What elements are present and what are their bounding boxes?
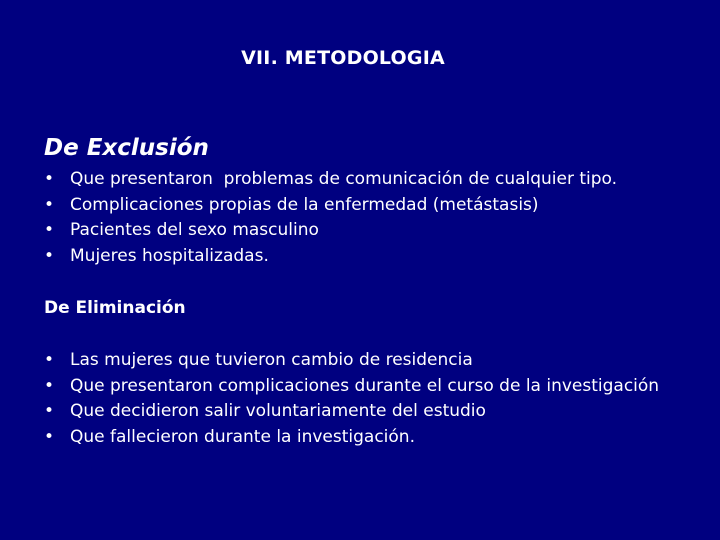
list-item-text: Complicaciones propias de la enfermedad (metástasis) [70,194,539,215]
bullet-icon: • [44,426,55,447]
list-item-text: Que fallecieron durante la investigación. [70,426,415,447]
list-item [44,167,664,193]
list-item-text: Que presentaron problemas de comunicación de cualquier tipo. [70,169,618,189]
slide-title: VII. METODOLOGIA [241,47,445,69]
bullet-icon: • [44,220,55,240]
list-item-text: Que presentaron complicaciones durante el curso de la investigación [70,375,660,396]
list-item [44,399,664,425]
list-item [44,193,664,219]
bullet-icon: • [44,194,55,215]
list-item [44,425,664,451]
bullet-icon: • [44,375,55,396]
list-item [44,348,664,374]
exclusion-heading: De Exclusión [44,135,209,161]
list-item [44,244,664,270]
exclusion-list [44,167,664,269]
list-item-text: Mujeres hospitalizadas. [70,245,269,266]
list-item-text: Las mujeres que tuvieron cambio de residencia [70,350,473,370]
bullet-icon: • [44,350,55,370]
list-item [44,218,664,244]
elimination-list [44,348,664,450]
list-item-text: Pacientes del sexo masculino [70,220,319,240]
list-item-text: Que decidieron salir voluntariamente del estudio [70,401,486,421]
bullet-icon: • [44,245,55,266]
bullet-icon: • [44,169,55,189]
bullet-icon: • [44,401,55,421]
elimination-heading: De Eliminación [44,298,186,318]
list-item [44,374,664,400]
